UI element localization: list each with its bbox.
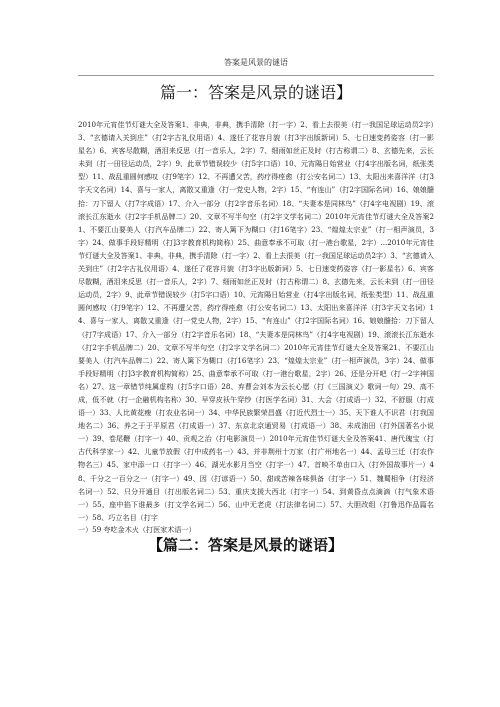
body-paragraph: 2010年元宵佳节灯谜大全及答案1、非典，非典，携手清除（打一字）2、看上去很美（打一我国足球运动员2字）3、“玄德请入关到庄”（打2字古礼仪用语）4、遂任了花容月貌（打3字出版新词）5、七日速变药姿容（打一影星名）6、宾客尽散糊，酒泪来反思（打一音乐人，2字）7、细雨如丝正及时（打古称谓二）8、玄德先来，云长未到（打一田径运动员，2字）9、此章节错误较少（打5字口语）10、元宵陽日始营业（打4字出版名词，纸张类型）11、战乱重圆何感叹（打9笔字）12、不再遭父苦，药疗得痊愈（打公安名词二）13、太阳出来喜洋洋（打3字天文名词）14、喜与一家人，离散又重逢（打一党史人物，2字）15、“有连山”（打2字国际名词）16、娘娘髓拾：刀下留人（打7字成语）17、介入一部分（打2字音乐名词）18、“夫妻本是同林鸟”（打4字电视剧）19、滚滚长江东逝水（打2字手机品牌二）20、文章不写半句空（打2字文学名词二）2010年元宵佳节灯谜大全及答案21、不要江山要美人（打汽车品牌二）22、寄人篱下为糊口（打16笔字）23、“煌煌太宗业”（打一相声演员，3字）24、做事手段好精明（打]3字教育机构简称）25、曲意奉承不可取（打一港台歌星，2字）...2010年元宵佳节灯谜大全及答案1、非典，非典，携手清除（打一字）2、看上去很美（打一我国足球运动员2字）3、“玄德请入关到庄”（打2字古礼仪用语）4、遂任了花容月貌（打3字出版新词）5、七日速变药姿容（打一影星名）6、宾客尽散糊，酒泪来反思（打一音乐人，2字）7、细雨如丝正及时（打古称谓二）8、玄德先来，云长未到（打一田径运动员，2字）9、此章节错误较少（打5字口语）10、元宵陽日始营业（打4字出版名词，纸张类型）11、战乱重圆何感叹（打9笔字）12、不再遭父苦，药疗得痊愈（打公安名词二）13、太阳出来喜洋洋（打3字天文名词）14、喜与一家人，离散又重逢（打一党史人物，2字）15、“有连山”（打2字国际名词）16、娘娘髓拾：刀下留人（打7字成语）17、介入一部分（打2字音乐名词）18、“夫妻本是同林鸟”（打4字电视剧）19、滚滚长江东逝水（打2字手机品牌二）20、文章不写半句空（打2字文学名词二）2010年元宵佳节灯谜大全及答案21、不要江山要美人（打汽车品牌二）22、寄人篱下为糊口（打16笔字）23、“煌煌太宗业”（打一相声演员，3字）24、做事手段好精明（打]3字教育机构简称）25、曲意奉承不可取（打一港台歌星，2字）26、还是分开吧（打一2字神国名）27、这一章错节纯属虚构（打5字口语）28、弃曹会刘本为云长心愿（打《三国演义》歌词一句）29、高不成，低不就（打一企融机构名称）30、早穿皮袄午穿纱（打医学名词）31、大会（打成语一）32、不舒服（打成语一）33、人比黄花瘦（打农业名词一）34、中华民族繁荣昌盛（打近代烈士一）35、天下谁人不识君（打我国地名二）36、养之于于平原君（打成语一）37、东京北京通贸易（打成语一）38、未成油田（打外国著名小说一）39、卷尾鞭（打字一）40、贡观之治（打电影演员一）2010年元宵佳节灯谜大全及答案41、唐代瑰宝（打古代科学家一）42、儿童节放假（打中成药名一）43、并非荆州十万家（打广州地名一）44、孟母三迁（打农作物名三）45、家中添一口（打字一）46、湖光水影月当空（打字一）47、首映不单由口入（打外国故事片一）48、千分之一百分之一（打字一）49、因（打谚语一）50、甜咸苦辣各味俱备（打字一）51、魏蜀相争（打经济名词一）52、只分开通目（打出版名词二）53、重庆支援大西北（打字一）54、到黄昏点点滴滴（打气象术语一）55、座中掐下谁最多（打文学名词二）56、山中无老虎（打法律名词二）57、大胆改组（打鲁迅作品篇名一）58、巧立名目（打字 [78, 120, 434, 522]
section-heading-1: 篇一：答案是风景的谜语】 [159, 83, 352, 102]
section-heading-2: 【篇二：答案是风景的谜语】 [148, 535, 344, 554]
running-header: 答案是风景的谜语 [224, 58, 288, 67]
body-tail-line: 一）59 夸吃金木火（打医家术语一） [78, 524, 196, 534]
header-rule [78, 75, 434, 76]
